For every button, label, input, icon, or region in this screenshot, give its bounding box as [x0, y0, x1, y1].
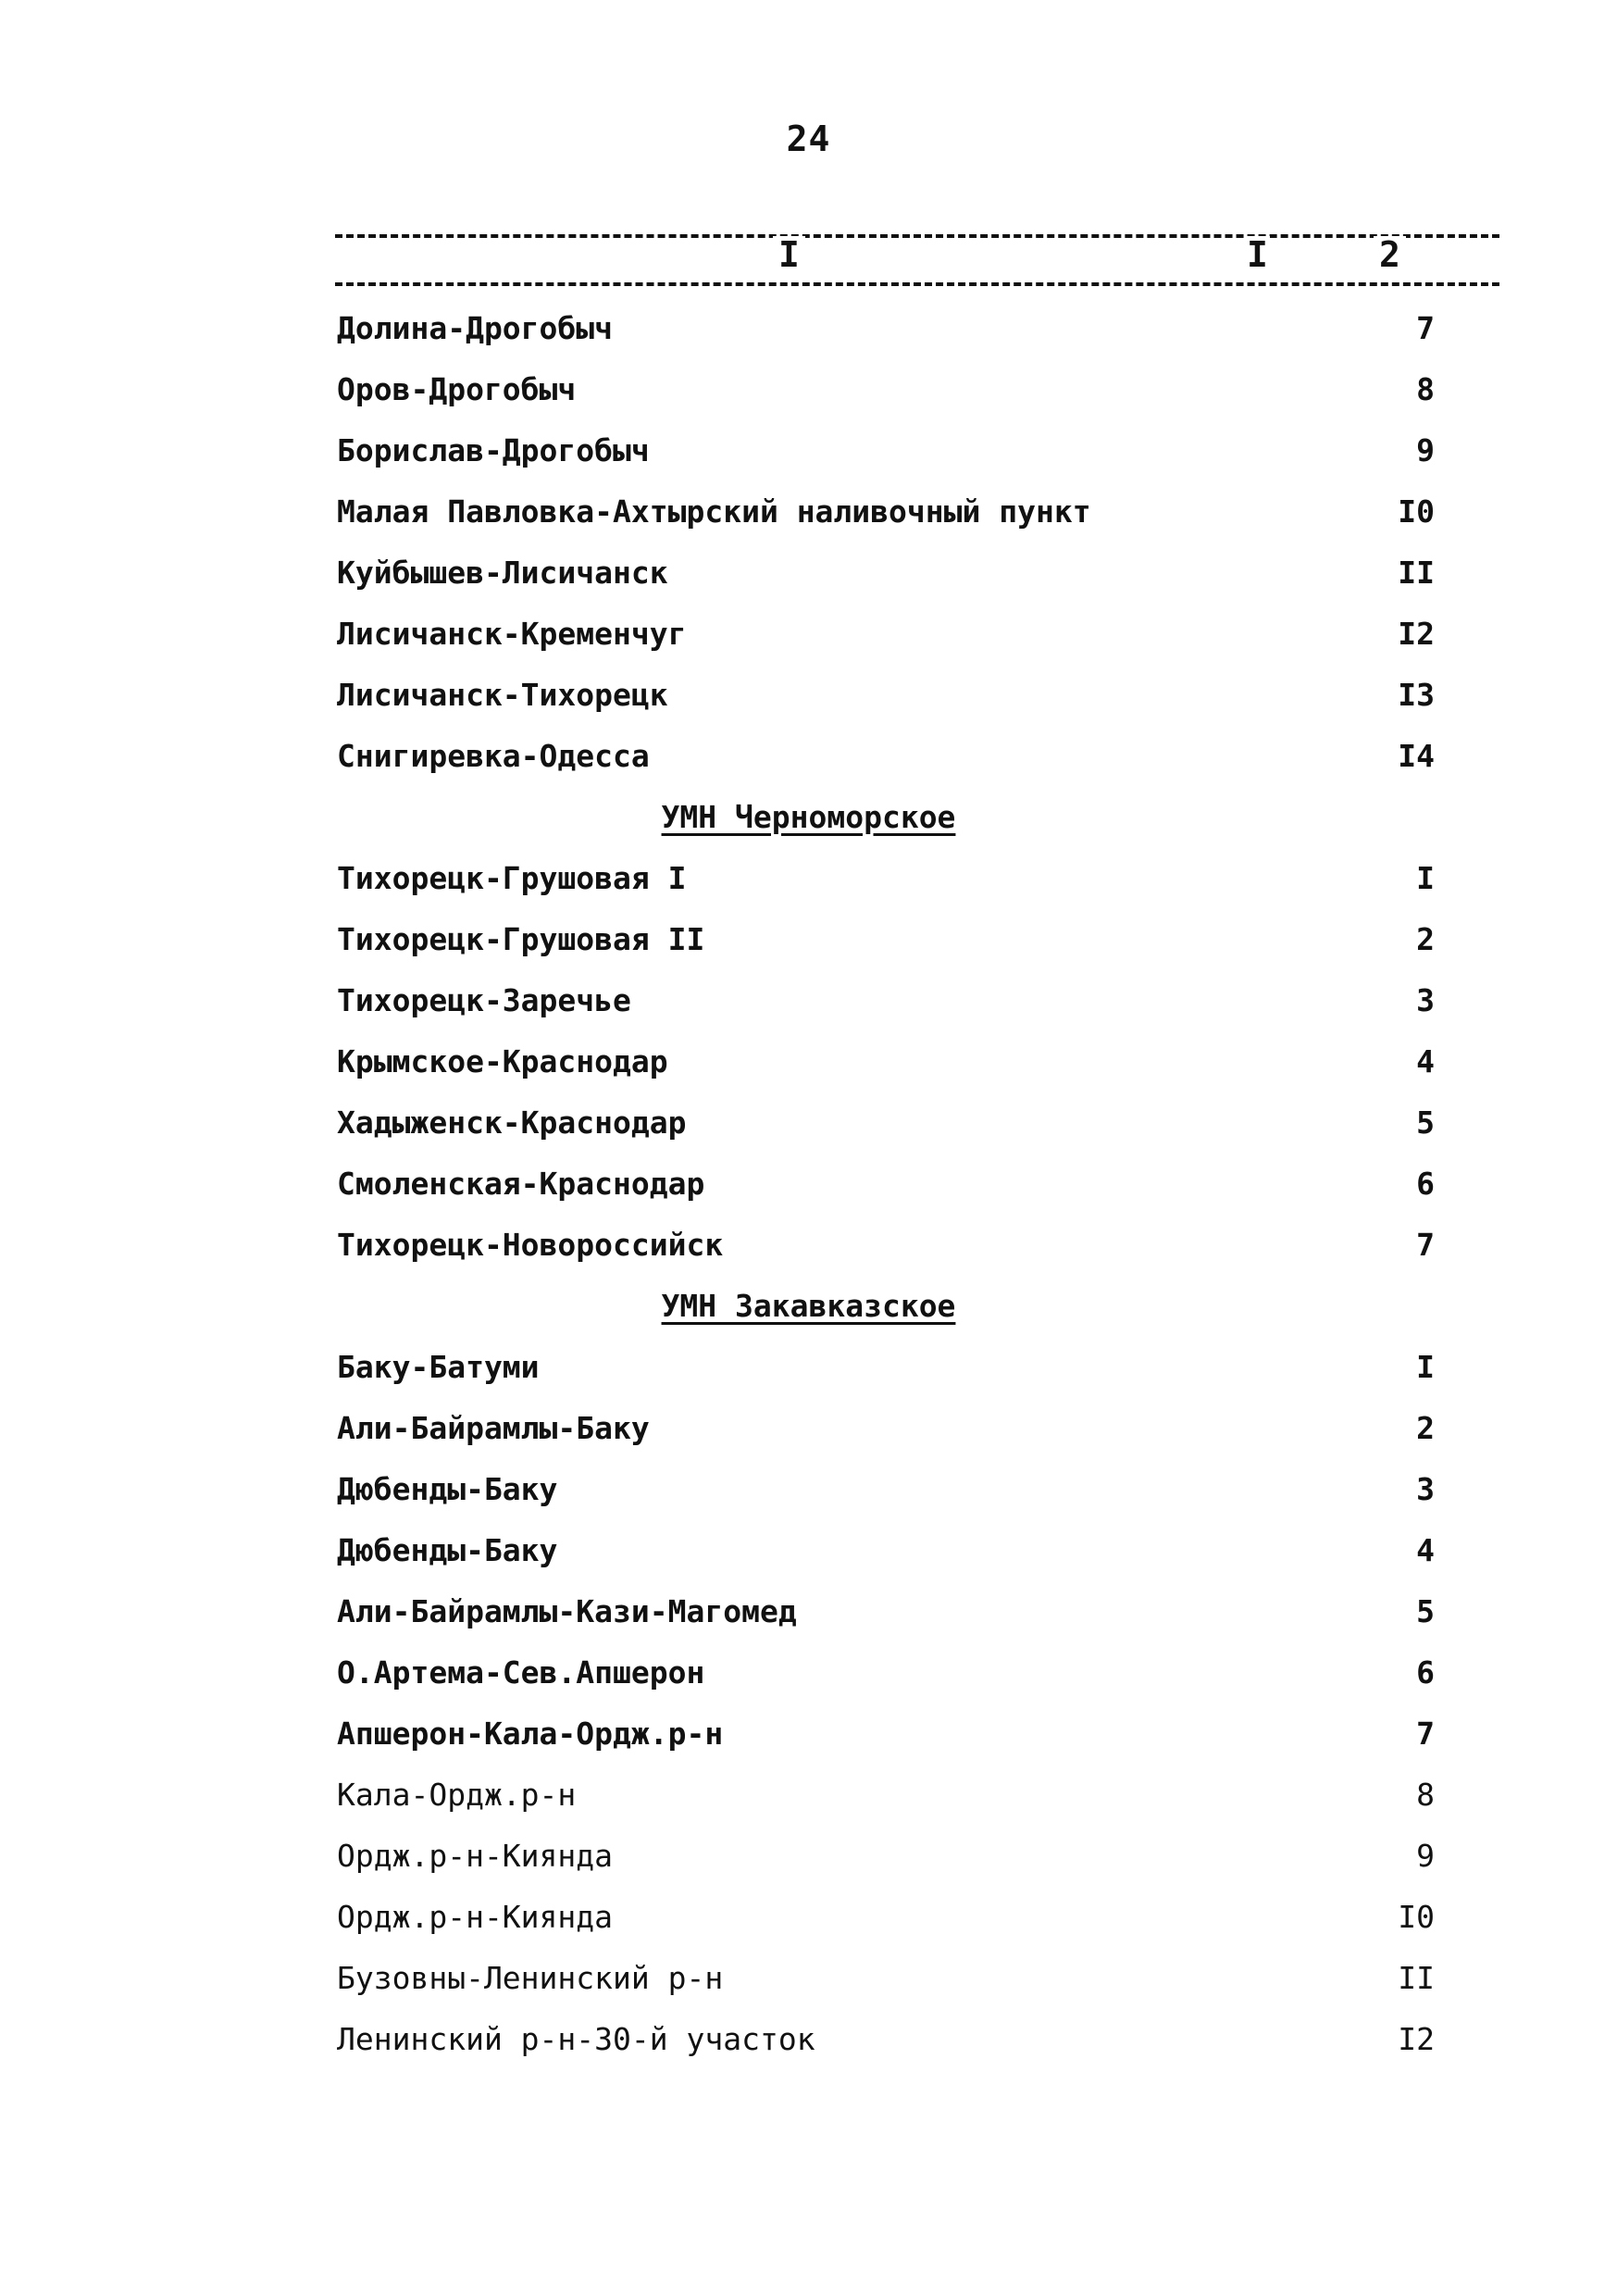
pipeline-number: 2	[1416, 1410, 1435, 1446]
pipeline-name: Смоленская-Краснодар	[337, 1166, 705, 1202]
column-header-2: 2	[1374, 236, 1406, 273]
pipeline-number: 7	[1416, 1227, 1435, 1263]
pipeline-name: Тихорецк-Заречье	[337, 982, 631, 1018]
pipeline-name: Лисичанск-Кременчуг	[337, 616, 687, 652]
pipeline-number: 2	[1416, 921, 1435, 957]
table-row	[0, 1031, 1617, 1092]
column-divider-label: I	[1247, 234, 1268, 275]
pipeline-number: I	[1416, 860, 1435, 896]
table-row	[0, 1520, 1617, 1581]
pipeline-name: Тихорецк-Грушовая II	[337, 921, 705, 957]
table-row	[0, 1581, 1617, 1642]
pipeline-number: I2	[1398, 616, 1435, 652]
pipeline-number: 7	[1416, 1716, 1435, 1752]
table-row	[0, 1948, 1617, 2009]
table-row	[0, 1887, 1617, 1948]
pipeline-number: 4	[1416, 1532, 1435, 1568]
page-number: 24	[786, 119, 831, 159]
pipeline-name: Борислав-Дрогобыч	[337, 432, 650, 468]
pipeline-number: I3	[1398, 677, 1435, 713]
table-row	[0, 1398, 1617, 1459]
pipeline-name: Долина-Дрогобыч	[337, 310, 614, 346]
pipeline-name: Куйбышев-Лисичанск	[337, 555, 668, 591]
pipeline-name: Малая Павловка-Ахтырский наливочный пункт	[337, 493, 1091, 530]
table-row	[0, 298, 1617, 359]
pipeline-number: I4	[1398, 738, 1435, 774]
column-header-1: I	[773, 236, 805, 273]
section-heading	[0, 1276, 1617, 1337]
table-row	[0, 1642, 1617, 1703]
pipeline-name: Али-Байрамлы-Баку	[337, 1410, 650, 1446]
pipeline-number: 6	[1416, 1166, 1435, 1202]
table-row	[0, 481, 1617, 543]
pipeline-number: I0	[1398, 493, 1435, 530]
pipeline-number: I0	[1398, 1899, 1435, 1935]
pipeline-number: 4	[1416, 1043, 1435, 1079]
pipeline-name: Хадыженск-Краснодар	[337, 1104, 687, 1141]
table-row	[0, 848, 1617, 909]
table-header-bottom-rule	[335, 282, 1499, 286]
pipeline-name: Тихорецк-Новороссийск	[337, 1227, 724, 1263]
pipeline-table-body	[0, 298, 1617, 2070]
pipeline-name: Ордж.р-н-Киянда	[337, 1899, 614, 1935]
table-row	[0, 1092, 1617, 1154]
pipeline-name: Тихорецк-Грушовая I	[337, 860, 687, 896]
pipeline-number: 3	[1416, 1471, 1435, 1507]
table-row	[0, 1215, 1617, 1276]
table-row	[0, 1337, 1617, 1398]
table-row	[0, 909, 1617, 970]
pipeline-name: Кала-Ордж.р-н	[337, 1777, 577, 1813]
table-row	[0, 604, 1617, 665]
pipeline-number: II	[1398, 555, 1435, 591]
table-row	[0, 1826, 1617, 1887]
section-heading	[0, 787, 1617, 848]
pipeline-number: 9	[1416, 432, 1435, 468]
table-header-top-rule	[335, 234, 1499, 238]
pipeline-name: Ленинский р-н-30-й участок	[337, 2021, 815, 2057]
pipeline-name: Али-Байрамлы-Кази-Магомед	[337, 1593, 797, 1629]
section-heading-text: УМН Черноморское	[661, 799, 956, 835]
section-heading-text: УМН Закавказское	[661, 1288, 956, 1324]
pipeline-number: 8	[1416, 371, 1435, 407]
pipeline-number: I2	[1398, 2021, 1435, 2057]
pipeline-name: Апшерон-Кала-Ордж.р-н	[337, 1716, 724, 1752]
pipeline-name: Бузовны-Ленинский р-н	[337, 1960, 724, 1996]
pipeline-name: Ордж.р-н-Киянда	[337, 1838, 614, 1874]
pipeline-number: I	[1416, 1349, 1435, 1385]
table-row	[0, 1459, 1617, 1520]
table-row	[0, 1154, 1617, 1215]
pipeline-number: 5	[1416, 1593, 1435, 1629]
table-row	[0, 970, 1617, 1031]
pipeline-number: 6	[1416, 1654, 1435, 1691]
pipeline-name: Баку-Батуми	[337, 1349, 540, 1385]
pipeline-name: О.Артема-Сев.Апшерон	[337, 1654, 705, 1691]
pipeline-name: Снигиревка-Одесса	[337, 738, 650, 774]
pipeline-number: 8	[1416, 1777, 1435, 1813]
pipeline-number: II	[1398, 1960, 1435, 1996]
pipeline-number: 9	[1416, 1838, 1435, 1874]
pipeline-name: Дюбенды-Баку	[337, 1532, 558, 1568]
table-row	[0, 420, 1617, 481]
table-row	[0, 543, 1617, 604]
pipeline-number: 5	[1416, 1104, 1435, 1141]
table-row	[0, 665, 1617, 726]
pipeline-name: Оров-Дрогобыч	[337, 371, 577, 407]
pipeline-number: 7	[1416, 310, 1435, 346]
table-row	[0, 359, 1617, 420]
table-row	[0, 1765, 1617, 1826]
table-row	[0, 1703, 1617, 1765]
pipeline-name: Дюбенды-Баку	[337, 1471, 558, 1507]
pipeline-name: Лисичанск-Тихорецк	[337, 677, 668, 713]
pipeline-name: Крымское-Краснодар	[337, 1043, 668, 1079]
pipeline-number: 3	[1416, 982, 1435, 1018]
table-row	[0, 2009, 1617, 2070]
table-row	[0, 726, 1617, 787]
